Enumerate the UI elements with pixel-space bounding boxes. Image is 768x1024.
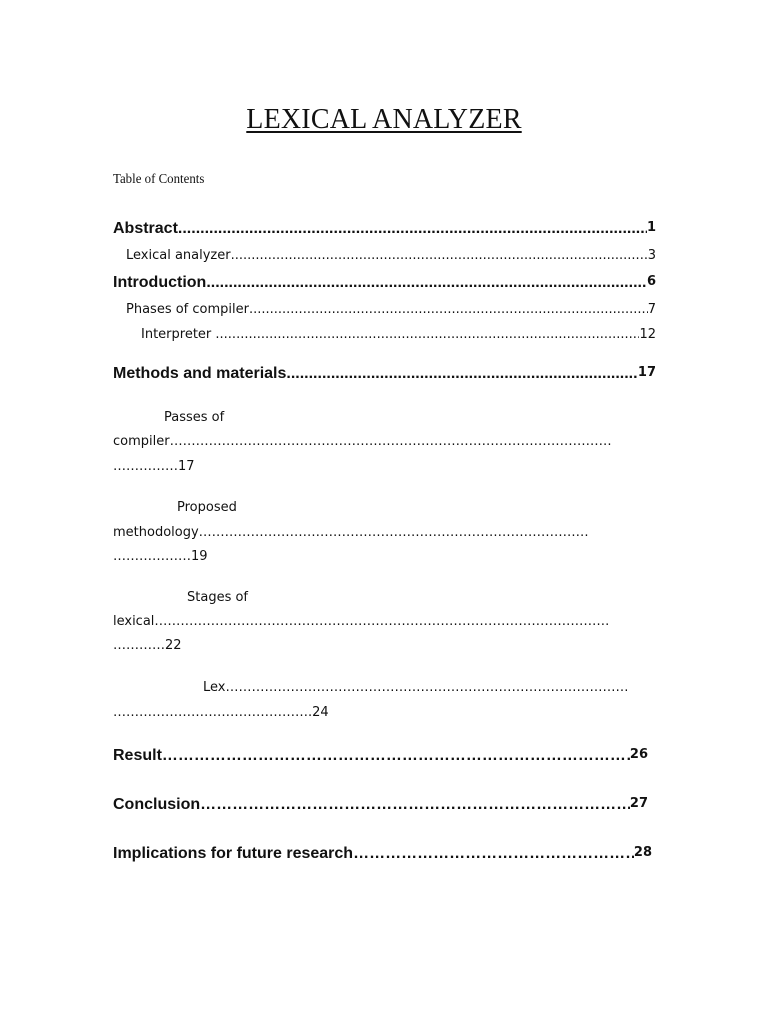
document-title: LEXICAL ANALYZER [246,104,522,135]
toc-entry-label: Abstract [113,220,178,237]
toc-entry-page: 3 [647,248,656,263]
toc-entry-label: Implications for future research [113,845,354,862]
toc-entry-page: 7 [647,302,656,317]
toc-leader-dots [286,365,638,383]
toc-entry-label: Conclusion [113,796,201,813]
toc-entry-methods-and-materials [113,365,656,383]
toc-entry-conclusion [113,796,648,814]
toc-entry-page: 6 [646,274,656,289]
toc-entry-page: 1 [646,220,656,235]
toc-entry-passes-line3: ……………17 [113,459,195,474]
toc-leader-dots [215,327,639,342]
toc-entry-abstract [113,220,656,238]
toc-entry-page: 26 [629,747,648,762]
toc-entry-label: Lexical analyzer [126,248,231,263]
toc-leader-dots [206,274,647,292]
toc-entry-proposed-line2: methodology……………………………………………………………………………… [113,525,589,540]
toc-entry-label: Methods and materials [113,365,287,382]
toc-leader-dots [162,747,630,765]
toc-entry-passes-line1: Passes of [164,410,225,425]
toc-leader-dots [231,248,648,263]
toc-entry-page: 27 [629,796,648,811]
toc-entry-stages-line2: lexical…………………………………………………………………………………………… [113,614,610,629]
toc-leader-dots [249,302,648,317]
toc-entry-lex-line1: Lex………………………………………………………………………………… [203,680,629,695]
toc-entry-phases-of-compiler [126,302,656,317]
toc-entry-page: 28 [633,845,652,860]
toc-entry-implications [113,845,652,863]
toc-entry-stages-line1: Stages of [187,590,249,605]
toc-entry-page: 17 [637,365,656,380]
toc-entry-passes-line2: compiler………………………………………………………………………………………… [113,434,612,449]
toc-entry-introduction [113,274,656,292]
toc-entry-label: Phases of compiler [126,302,249,317]
toc-entry-page: 12 [639,327,656,342]
toc-leader-dots [353,845,634,863]
toc-entry-label: Result [113,747,162,764]
toc-entry-label: Introduction [113,274,207,291]
toc-entry-interpreter [141,327,656,342]
toc-leader-dots [178,220,647,238]
toc-entry-result [113,747,648,765]
toc-leader-dots [200,796,630,814]
toc-entry-proposed-line3: ………………19 [113,549,208,564]
toc-entry-lex-line2: ……………………………………….24 [113,705,329,720]
toc-heading: Table of Contents [113,172,205,187]
toc-entry-proposed-line1: Proposed [177,500,237,515]
toc-entry-lexical-analyzer [126,248,656,263]
toc-entry-label: Interpreter [141,327,216,342]
toc-entry-stages-line3: …………22 [113,638,182,653]
